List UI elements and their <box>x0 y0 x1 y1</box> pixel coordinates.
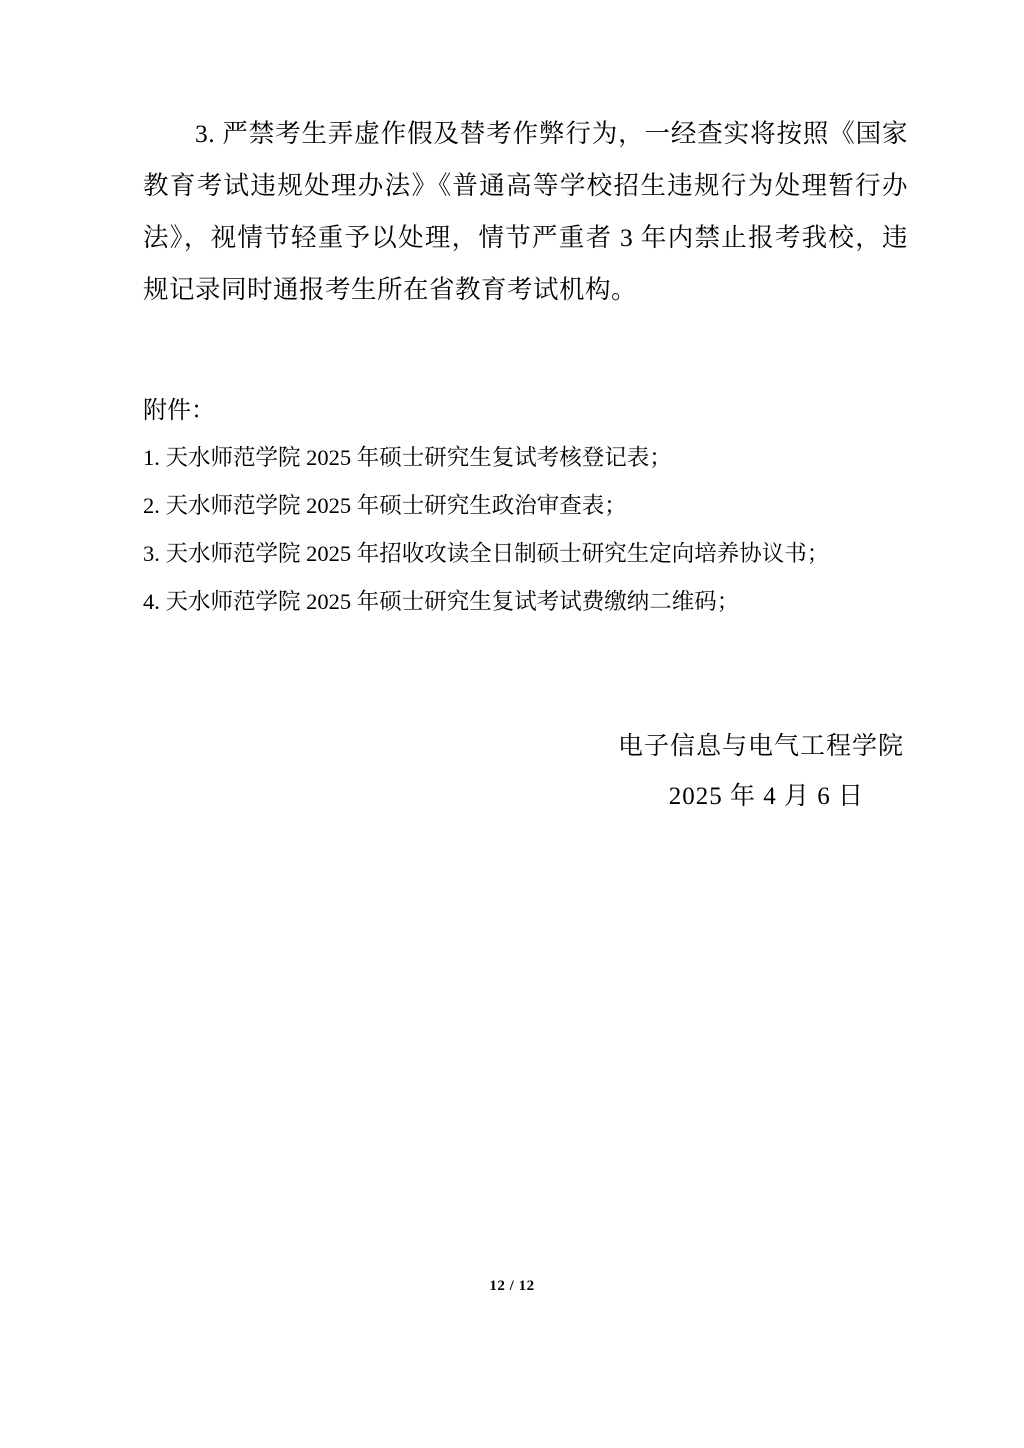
attachment-list <box>143 434 908 626</box>
signature-block <box>143 722 908 822</box>
list-item: 3. 天水师范学院 2025 年招收攻读全日制硕士研究生定向培养协议书； <box>143 541 830 566</box>
section-spacer <box>143 316 908 388</box>
body-paragraph <box>143 108 908 316</box>
signature-date: 2025 年 4 月 6 日 <box>668 783 864 810</box>
document-content <box>143 108 908 822</box>
list-item: 4. 天水师范学院 2025 年硕士研究生复试考试费缴纳二维码； <box>143 589 740 614</box>
list-item: 2. 天水师范学院 2025 年硕士研究生政治审查表； <box>143 493 627 518</box>
body-paragraph-text: 3. 严禁考生弄虚作假及替考作弊行为，一经查实将按照《国家教育考试违规处理办法》《普通高等学校招生违规行为处理暂行办法》，视情节轻重予以处理，情节严重者 3 年内禁止报考我校，违规记录同时通报考生所在省教育考试机构。 <box>143 119 908 304</box>
page-footer: 12 / 12 <box>489 1278 535 1294</box>
attachment-heading: 附件： <box>143 398 215 424</box>
list-item: 1. 天水师范学院 2025 年硕士研究生复试考核登记表； <box>143 445 672 470</box>
signature-organization: 电子信息与电气工程学院 <box>617 733 904 760</box>
